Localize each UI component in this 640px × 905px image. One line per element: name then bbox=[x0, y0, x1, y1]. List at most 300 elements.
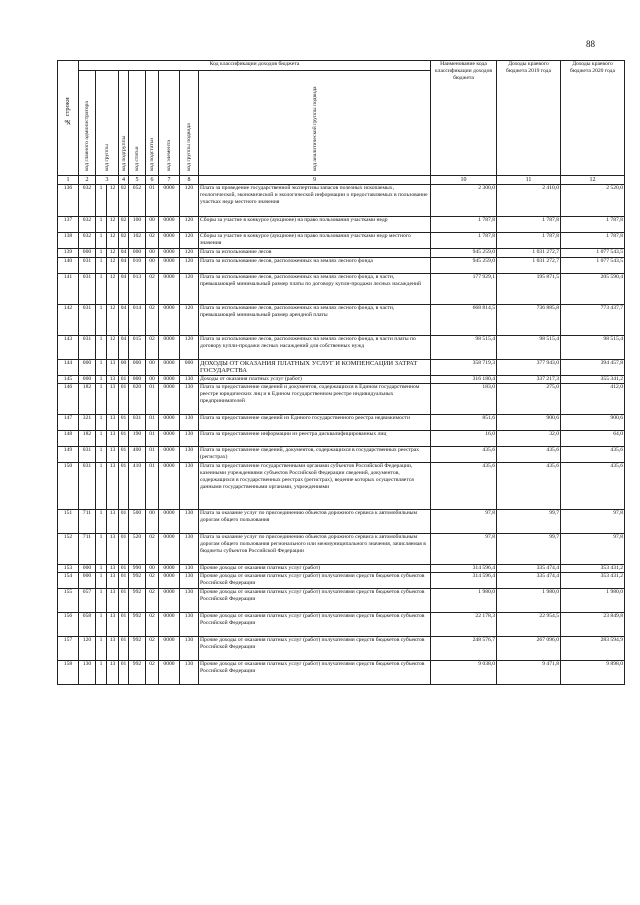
subtype-group-code-header: код группы подвида bbox=[180, 71, 199, 176]
analytic-code-cell: 120 bbox=[180, 305, 199, 336]
analytic-code-cell: 130 bbox=[180, 384, 199, 415]
admin-code-cell: 031 bbox=[79, 336, 96, 360]
subgroup-code-part-cell: 13 bbox=[107, 431, 119, 447]
row-number-cell: 143 bbox=[58, 336, 79, 360]
group-code-cell: 1 bbox=[96, 613, 107, 637]
group-code-cell: 1 bbox=[96, 249, 107, 258]
revenue-2021-cell: 394 457,8 bbox=[561, 360, 625, 376]
column-number: 11 bbox=[497, 176, 561, 185]
revenue-2021-cell: 773 437,7 bbox=[561, 305, 625, 336]
admin-code-cell: 058 bbox=[79, 613, 96, 637]
admin-code-cell: 000 bbox=[79, 573, 96, 589]
revenue-2020-cell: 435,6 bbox=[497, 463, 561, 510]
row-number-cell: 137 bbox=[58, 217, 79, 233]
group-code-cell: 1 bbox=[96, 510, 107, 534]
subgroup-code-cell: 04 bbox=[119, 274, 129, 305]
revenue-2019-cell: 668 814,5 bbox=[431, 305, 497, 336]
revenue-2020-cell: 335 474,4 bbox=[497, 573, 561, 589]
subarticle-code-cell: 01 bbox=[146, 185, 159, 217]
admin-code-cell: 711 bbox=[79, 510, 96, 534]
revenue-name-cell: Плата за оказание услуг по присоединению объектов дорожного сервиса к автомобильным дорогам общего пользования регионального или межмуниципального значения, зачисляемая в бюджеты субъектов Российской Федерации bbox=[199, 534, 431, 565]
subtype-code-cell: 0000 bbox=[159, 305, 180, 336]
row-number-cell: 142 bbox=[58, 305, 79, 336]
column-number: 4 bbox=[119, 176, 129, 185]
subtype-code-cell: 0000 bbox=[159, 661, 180, 685]
article-code-cell: 992 bbox=[129, 573, 146, 589]
revenue-2019-cell: 9 038,0 bbox=[431, 661, 497, 685]
revenue-2021-cell: 1 787,8 bbox=[561, 233, 625, 249]
revenue-name-cell: Плата за предоставление сведений, документов, содержащихся в государственных реестрах (регистрах) bbox=[199, 447, 431, 463]
subarticle-code-cell: 00 bbox=[146, 565, 159, 573]
element-code-header: код элемента bbox=[159, 71, 180, 176]
analytic-code-cell: 130 bbox=[180, 589, 199, 613]
subgroup-code-part-cell: 12 bbox=[107, 274, 119, 305]
row-number-cell: 139 bbox=[58, 249, 79, 258]
row-number-cell: 141 bbox=[58, 274, 79, 305]
revenue-name-cell: Прочие доходы от оказания платных услуг (работ) получателями средств бюджетов субъектов Российской Федерации bbox=[199, 589, 431, 613]
subgroup-code-cell: 01 bbox=[119, 447, 129, 463]
analytic-group-code-header: код аналитической группы подвида bbox=[199, 71, 431, 176]
table-row bbox=[58, 360, 625, 376]
revenue-2021-cell: 1 787,8 bbox=[561, 217, 625, 233]
article-code-cell: 031 bbox=[129, 415, 146, 431]
table-row bbox=[58, 258, 625, 274]
group-code-header: код группы bbox=[96, 71, 119, 176]
row-number-cell: 154 bbox=[58, 573, 79, 589]
subarticle-code-cell: 02 bbox=[146, 233, 159, 249]
subtype-code-cell: 0000 bbox=[159, 360, 180, 376]
table-row bbox=[58, 637, 625, 661]
admin-code-cell: 031 bbox=[79, 258, 96, 274]
group-code-cell: 1 bbox=[96, 415, 107, 431]
analytic-code-cell: 130 bbox=[180, 447, 199, 463]
revenue-name-cell: Плата за использование лесов, расположенных на землях лесного фонда, в части, превышающей минимальный размер платы по договору купли-продажи лесных насаждений bbox=[199, 274, 431, 305]
table-row bbox=[58, 661, 625, 685]
revenue-2020-cell: 99,7 bbox=[497, 510, 561, 534]
revenue-2021-cell: 9 898,0 bbox=[561, 661, 625, 685]
subgroup-code-cell: 01 bbox=[119, 661, 129, 685]
revenue-name-cell: Плата за использование лесов, расположенных на землях лесного фонда, в части, превышающей минимальный размер арендной платы bbox=[199, 305, 431, 336]
row-number-cell: 147 bbox=[58, 415, 79, 431]
group-code-cell: 1 bbox=[96, 217, 107, 233]
revenue-2020-cell: 1 031 272,7 bbox=[497, 258, 561, 274]
article-code-cell: 992 bbox=[129, 661, 146, 685]
group-code-cell: 1 bbox=[96, 185, 107, 217]
group-code-cell: 1 bbox=[96, 565, 107, 573]
admin-code-cell: 000 bbox=[79, 360, 96, 376]
revenue-2021-cell: 412,0 bbox=[561, 384, 625, 415]
group-code-cell: 1 bbox=[96, 376, 107, 384]
subarticle-code-cell: 02 bbox=[146, 637, 159, 661]
admin-code-cell: 031 bbox=[79, 274, 96, 305]
subtype-code-cell: 0000 bbox=[159, 376, 180, 384]
row-number-cell: 144 bbox=[58, 360, 79, 376]
subarticle-code-cell: 02 bbox=[146, 589, 159, 613]
revenue-2019-cell: 435,6 bbox=[431, 447, 497, 463]
subtype-code-cell: 0000 bbox=[159, 510, 180, 534]
admin-code-cell: 182 bbox=[79, 384, 96, 415]
subarticle-code-cell: 01 bbox=[146, 384, 159, 415]
revenue-name-cell: Плата за использование лесов bbox=[199, 249, 431, 258]
revenue-name-cell: Плата за предоставление сведений из Единого государственного реестра недвижимости bbox=[199, 415, 431, 431]
column-number: 10 bbox=[431, 176, 497, 185]
analytic-code-cell: 130 bbox=[180, 431, 199, 447]
subgroup-code-part-cell: 13 bbox=[107, 463, 119, 510]
revenue-2019-cell: 316 180,4 bbox=[431, 376, 497, 384]
subgroup-code-part-cell: 12 bbox=[107, 305, 119, 336]
revenue-2021-cell: 283 594,9 bbox=[561, 637, 625, 661]
table-row bbox=[58, 463, 625, 510]
table-row bbox=[58, 510, 625, 534]
admin-code-cell: 032 bbox=[79, 185, 96, 217]
subtype-code-cell: 0000 bbox=[159, 233, 180, 249]
row-number-cell: 156 bbox=[58, 613, 79, 637]
revenue-name-cell: Плата за проведение государственной экспертизы запасов полезных ископаемых, геологической, экономической и экологической информации о предоставляемых в пользование участках недр местного значения bbox=[199, 185, 431, 217]
analytic-code-cell: 130 bbox=[180, 661, 199, 685]
subarticle-code-cell: 00 bbox=[146, 249, 159, 258]
row-number-cell: 140 bbox=[58, 258, 79, 274]
subgroup-code-header: код подгруппы bbox=[119, 71, 129, 176]
table-row bbox=[58, 274, 625, 305]
column-number: 7 bbox=[159, 176, 180, 185]
subgroup-code-cell: 02 bbox=[119, 185, 129, 217]
table-row bbox=[58, 565, 625, 573]
row-number-cell: 136 bbox=[58, 185, 79, 217]
subtype-code-cell: 0000 bbox=[159, 431, 180, 447]
revenue-name-cell: Плата за использование лесов, расположенных на землях лесного фонда, в части платы по договору купли-продажи лесных насаждений для собственных нужд bbox=[199, 336, 431, 360]
subgroup-code-part-cell: 12 bbox=[107, 185, 119, 217]
subarticle-code-cell: 00 bbox=[146, 510, 159, 534]
subgroup-code-part-cell: 12 bbox=[107, 336, 119, 360]
classification-group-header: Код классификации доходов бюджета bbox=[79, 61, 431, 71]
subgroup-code-part-cell: 13 bbox=[107, 384, 119, 415]
group-code-cell: 1 bbox=[96, 463, 107, 510]
admin-code-cell: 130 bbox=[79, 661, 96, 685]
analytic-code-cell: 130 bbox=[180, 637, 199, 661]
revenue-2020-cell: 900,6 bbox=[497, 415, 561, 431]
group-code-cell: 1 bbox=[96, 534, 107, 565]
article-code-cell: 000 bbox=[129, 249, 146, 258]
revenue-name-cell: Плата за предоставление информации из реестра дисквалифицированных лиц bbox=[199, 431, 431, 447]
column-number: 2 bbox=[79, 176, 96, 185]
group-code-cell: 1 bbox=[96, 305, 107, 336]
revenue-name-cell: ДОХОДЫ ОТ ОКАЗАНИЯ ПЛАТНЫХ УСЛУГ И КОМПЕНСАЦИИ ЗАТРАТ ГОСУДАРСТВА bbox=[199, 360, 431, 376]
subgroup-code-part-cell: 12 bbox=[107, 233, 119, 249]
subtype-code-cell: 0000 bbox=[159, 589, 180, 613]
revenue-2021-cell: 1 077 543,5 bbox=[561, 249, 625, 258]
row-number-cell: 149 bbox=[58, 447, 79, 463]
revenue-2020-cell: 98 515,4 bbox=[497, 336, 561, 360]
revenue-2019-cell: 1 787,8 bbox=[431, 217, 497, 233]
revenue-2021-cell: 1 980,0 bbox=[561, 589, 625, 613]
revenue-2021-cell: 1 077 543,5 bbox=[561, 258, 625, 274]
table-row bbox=[58, 447, 625, 463]
column-number: 5 bbox=[129, 176, 146, 185]
subtype-code-cell: 0000 bbox=[159, 274, 180, 305]
subarticle-code-cell: 02 bbox=[146, 305, 159, 336]
subtype-code-cell: 0000 bbox=[159, 573, 180, 589]
table-row bbox=[58, 415, 625, 431]
subgroup-code-part-cell: 13 bbox=[107, 589, 119, 613]
page-number: 88 bbox=[586, 39, 595, 49]
article-code-cell: 520 bbox=[129, 534, 146, 565]
article-code-cell: 400 bbox=[129, 447, 146, 463]
revenue-2019-cell: 1 980,0 bbox=[431, 589, 497, 613]
group-code-cell: 1 bbox=[96, 274, 107, 305]
revenue-2020-cell: 1 787,8 bbox=[497, 217, 561, 233]
group-code-cell: 1 bbox=[96, 637, 107, 661]
column-number: 8 bbox=[180, 176, 199, 185]
admin-code-header: код главного администратора bbox=[79, 71, 96, 176]
revenue-2019-cell: 314 596,4 bbox=[431, 573, 497, 589]
row-number-cell: 138 bbox=[58, 233, 79, 249]
row-number-cell: 153 bbox=[58, 565, 79, 573]
subgroup-code-cell: 00 bbox=[119, 360, 129, 376]
subgroup-code-cell: 01 bbox=[119, 613, 129, 637]
revenue-2019-cell: 97,8 bbox=[431, 510, 497, 534]
subtype-code-cell: 0000 bbox=[159, 384, 180, 415]
analytic-code-cell: 130 bbox=[180, 415, 199, 431]
table-body bbox=[58, 185, 625, 685]
revenue-2021-cell: 23 849,8 bbox=[561, 613, 625, 637]
article-code-cell: 052 bbox=[129, 185, 146, 217]
subgroup-code-part-cell: 13 bbox=[107, 637, 119, 661]
admin-code-cell: 031 bbox=[79, 447, 96, 463]
subgroup-code-part-cell: 12 bbox=[107, 258, 119, 274]
revenue-2020-cell: 335 474,4 bbox=[497, 565, 561, 573]
subgroup-code-cell: 01 bbox=[119, 384, 129, 415]
revenue-2019-cell: 98 515,4 bbox=[431, 336, 497, 360]
article-code-cell: 000 bbox=[129, 360, 146, 376]
revenue-2020-cell: 22 954,5 bbox=[497, 613, 561, 637]
revenue-2020-cell: 736 885,8 bbox=[497, 305, 561, 336]
subarticle-code-cell: 00 bbox=[146, 217, 159, 233]
group-code-cell: 1 bbox=[96, 661, 107, 685]
revenue-2019-cell: 1 787,8 bbox=[431, 233, 497, 249]
row-number-cell: 155 bbox=[58, 589, 79, 613]
subarticle-code-cell: 02 bbox=[146, 274, 159, 305]
revenue-2019-cell: 183,0 bbox=[431, 384, 497, 415]
subarticle-code-cell: 02 bbox=[146, 613, 159, 637]
column-number: 12 bbox=[561, 176, 625, 185]
subtype-code-cell: 0000 bbox=[159, 565, 180, 573]
subarticle-code-cell: 02 bbox=[146, 534, 159, 565]
analytic-code-cell: 130 bbox=[180, 573, 199, 589]
revenue-2021-cell: 435,6 bbox=[561, 447, 625, 463]
column-number-row bbox=[58, 176, 625, 185]
table-row bbox=[58, 431, 625, 447]
subgroup-code-part-cell: 13 bbox=[107, 447, 119, 463]
revenue-2021-cell: 353 431,2 bbox=[561, 565, 625, 573]
subgroup-code-cell: 04 bbox=[119, 249, 129, 258]
table-row bbox=[58, 305, 625, 336]
subgroup-code-part-cell: 12 bbox=[107, 217, 119, 233]
revenue-2019-cell: 435,6 bbox=[431, 463, 497, 510]
subarticle-code-cell: 01 bbox=[146, 415, 159, 431]
revenue-2021-cell: 98 515,4 bbox=[561, 336, 625, 360]
subgroup-code-part-cell: 13 bbox=[107, 661, 119, 685]
admin-code-cell: 057 bbox=[79, 589, 96, 613]
subgroup-code-part-cell: 13 bbox=[107, 510, 119, 534]
revenue-2019-cell: 16,0 bbox=[431, 431, 497, 447]
group-code-cell: 1 bbox=[96, 258, 107, 274]
revenue-2021-cell: 353 431,2 bbox=[561, 573, 625, 589]
subarticle-code-cell: 02 bbox=[146, 661, 159, 685]
admin-code-cell: 711 bbox=[79, 534, 96, 565]
subtype-code-cell: 0000 bbox=[159, 217, 180, 233]
admin-code-cell: 000 bbox=[79, 376, 96, 384]
subgroup-code-part-cell: 13 bbox=[107, 415, 119, 431]
subgroup-code-cell: 01 bbox=[119, 565, 129, 573]
article-code-cell: 992 bbox=[129, 589, 146, 613]
row-number-cell: 152 bbox=[58, 534, 79, 565]
subarticle-code-cell: 02 bbox=[146, 336, 159, 360]
revenue-2021-cell: 64,0 bbox=[561, 431, 625, 447]
subgroup-code-part-cell: 13 bbox=[107, 360, 119, 376]
revenue-name-cell: Плата за предоставление государственными органами субъектов Российской Федерации, казенными учреждениями субъектов Российской Федерации сведений, документов, содержащихся в государственных реестрах (регистрах), ведение которых осуществляется данными государственными органами, учреждениями bbox=[199, 463, 431, 510]
table-row bbox=[58, 573, 625, 589]
revenue-2021-cell: 2 520,0 bbox=[561, 185, 625, 217]
group-code-cell: 1 bbox=[96, 589, 107, 613]
analytic-code-cell: 120 bbox=[180, 217, 199, 233]
revenue-2019-cell: 945 259,0 bbox=[431, 249, 497, 258]
subgroup-code-cell: 01 bbox=[119, 463, 129, 510]
subtype-code-cell: 0000 bbox=[159, 185, 180, 217]
revenue-2020-cell: 1 031 272,7 bbox=[497, 249, 561, 258]
article-code-cell: 020 bbox=[129, 384, 146, 415]
group-code-cell: 1 bbox=[96, 573, 107, 589]
revenue-2021-cell: 97,8 bbox=[561, 534, 625, 565]
article-code-cell: 992 bbox=[129, 613, 146, 637]
article-code-cell: 015 bbox=[129, 336, 146, 360]
analytic-code-cell: 120 bbox=[180, 336, 199, 360]
revenue-name-cell: Доходы от оказания платных услуг (работ) bbox=[199, 376, 431, 384]
revenue-2019-cell: 2 300,0 bbox=[431, 185, 497, 217]
subarticle-code-cell: 01 bbox=[146, 463, 159, 510]
subtype-code-cell: 0000 bbox=[159, 447, 180, 463]
article-code-cell: 990 bbox=[129, 565, 146, 573]
group-code-cell: 1 bbox=[96, 336, 107, 360]
group-code-cell: 1 bbox=[96, 384, 107, 415]
subgroup-code-cell: 04 bbox=[119, 336, 129, 360]
subarticle-code-cell: 00 bbox=[146, 376, 159, 384]
budget-revenue-table bbox=[57, 60, 625, 685]
revenue-name-cell: Сборы за участие в конкурсе (аукционе) на право пользования участками недр местного значения bbox=[199, 233, 431, 249]
article-code-cell: 000 bbox=[129, 376, 146, 384]
revenue-2020-cell: 9 471,8 bbox=[497, 661, 561, 685]
table-row bbox=[58, 589, 625, 613]
article-code-cell: 410 bbox=[129, 463, 146, 510]
subgroup-code-cell: 04 bbox=[119, 258, 129, 274]
admin-code-cell: 182 bbox=[79, 431, 96, 447]
analytic-code-cell: 130 bbox=[180, 376, 199, 384]
subgroup-code-cell: 01 bbox=[119, 510, 129, 534]
revenue-2020-cell: 267 096,0 bbox=[497, 637, 561, 661]
subtype-code-cell: 0000 bbox=[159, 534, 180, 565]
analytic-code-cell: 130 bbox=[180, 510, 199, 534]
revenue-2020-cell: 1 787,8 bbox=[497, 233, 561, 249]
admin-code-cell: 031 bbox=[79, 463, 96, 510]
subarticle-code-cell: 01 bbox=[146, 447, 159, 463]
row-number-cell: 157 bbox=[58, 637, 79, 661]
subgroup-code-cell: 02 bbox=[119, 233, 129, 249]
name-header: Наименование кода классификации доходов бюджета bbox=[431, 61, 497, 176]
revenue-2020-cell: 1 980,0 bbox=[497, 589, 561, 613]
subarticle-code-cell: 00 bbox=[146, 360, 159, 376]
revenue-2019-cell: 314 596,4 bbox=[431, 565, 497, 573]
analytic-code-cell: 000 bbox=[180, 360, 199, 376]
admin-code-cell: 031 bbox=[79, 305, 96, 336]
article-code-cell: 190 bbox=[129, 431, 146, 447]
table-row bbox=[58, 534, 625, 565]
row-number-header: № строки bbox=[58, 61, 79, 176]
analytic-code-cell: 120 bbox=[180, 185, 199, 217]
subgroup-code-part-cell: 12 bbox=[107, 249, 119, 258]
admin-code-cell: 120 bbox=[79, 637, 96, 661]
row-number-cell: 145 bbox=[58, 376, 79, 384]
revenue-2020-cell: 99,7 bbox=[497, 534, 561, 565]
revenue-name-cell: Плата за оказание услуг по присоединению объектов дорожного сервиса к автомобильным дорогам общего пользования bbox=[199, 510, 431, 534]
table-row bbox=[58, 217, 625, 233]
revenue-2019-cell: 22 178,3 bbox=[431, 613, 497, 637]
revenue-2021-cell: 205 590,4 bbox=[561, 274, 625, 305]
analytic-code-cell: 130 bbox=[180, 534, 199, 565]
revenue-2020-cell: 2 410,0 bbox=[497, 185, 561, 217]
subgroup-code-cell: 01 bbox=[119, 431, 129, 447]
analytic-code-cell: 130 bbox=[180, 565, 199, 573]
admin-code-cell: 032 bbox=[79, 233, 96, 249]
revenue-2020-cell: 32,0 bbox=[497, 431, 561, 447]
table-row bbox=[58, 185, 625, 217]
column-number: 9 bbox=[199, 176, 431, 185]
subgroup-code-part-cell: 13 bbox=[107, 534, 119, 565]
revenue-name-cell: Плата за предоставление сведений и документов, содержащихся в Едином государственном реестре юридических лиц и в Едином государственном реестре индивидуальных предпринимателей bbox=[199, 384, 431, 415]
subgroup-code-cell: 01 bbox=[119, 637, 129, 661]
subarticle-code-cell: 01 bbox=[146, 431, 159, 447]
revenue-name-cell: Прочие доходы от оказания платных услуг (работ) bbox=[199, 565, 431, 573]
article-code-cell: 102 bbox=[129, 233, 146, 249]
table-row bbox=[58, 233, 625, 249]
column-number: 3 bbox=[96, 176, 119, 185]
revenue-2020-cell: 337 217,3 bbox=[497, 376, 561, 384]
subarticle-code-cell: 02 bbox=[146, 573, 159, 589]
group-code-cell: 1 bbox=[96, 447, 107, 463]
subgroup-code-cell: 01 bbox=[119, 415, 129, 431]
group-code-cell: 1 bbox=[96, 431, 107, 447]
revenue-2020-cell: 377 943,0 bbox=[497, 360, 561, 376]
admin-code-cell: 321 bbox=[79, 415, 96, 431]
row-number-cell: 158 bbox=[58, 661, 79, 685]
column-number: 6 bbox=[146, 176, 159, 185]
revenue-name-cell: Плата за использование лесов, расположенных на землях лесного фонда bbox=[199, 258, 431, 274]
revenue-2020-cell: 435,6 bbox=[497, 447, 561, 463]
subgroup-code-cell: 01 bbox=[119, 589, 129, 613]
subtype-code-cell: 0000 bbox=[159, 637, 180, 661]
table-row bbox=[58, 249, 625, 258]
article-code-cell: 992 bbox=[129, 637, 146, 661]
analytic-code-cell: 120 bbox=[180, 249, 199, 258]
revenue-2019-cell: 248 576,7 bbox=[431, 637, 497, 661]
row-number-cell: 148 bbox=[58, 431, 79, 447]
subtype-code-cell: 0000 bbox=[159, 463, 180, 510]
group-code-cell: 1 bbox=[96, 360, 107, 376]
subtype-code-cell: 0000 bbox=[159, 613, 180, 637]
subgroup-code-part-cell: 13 bbox=[107, 613, 119, 637]
admin-code-cell: 000 bbox=[79, 565, 96, 573]
group-code-cell: 1 bbox=[96, 233, 107, 249]
revenue-2021-cell: 97,8 bbox=[561, 510, 625, 534]
revenue-2019-cell: 851,6 bbox=[431, 415, 497, 431]
